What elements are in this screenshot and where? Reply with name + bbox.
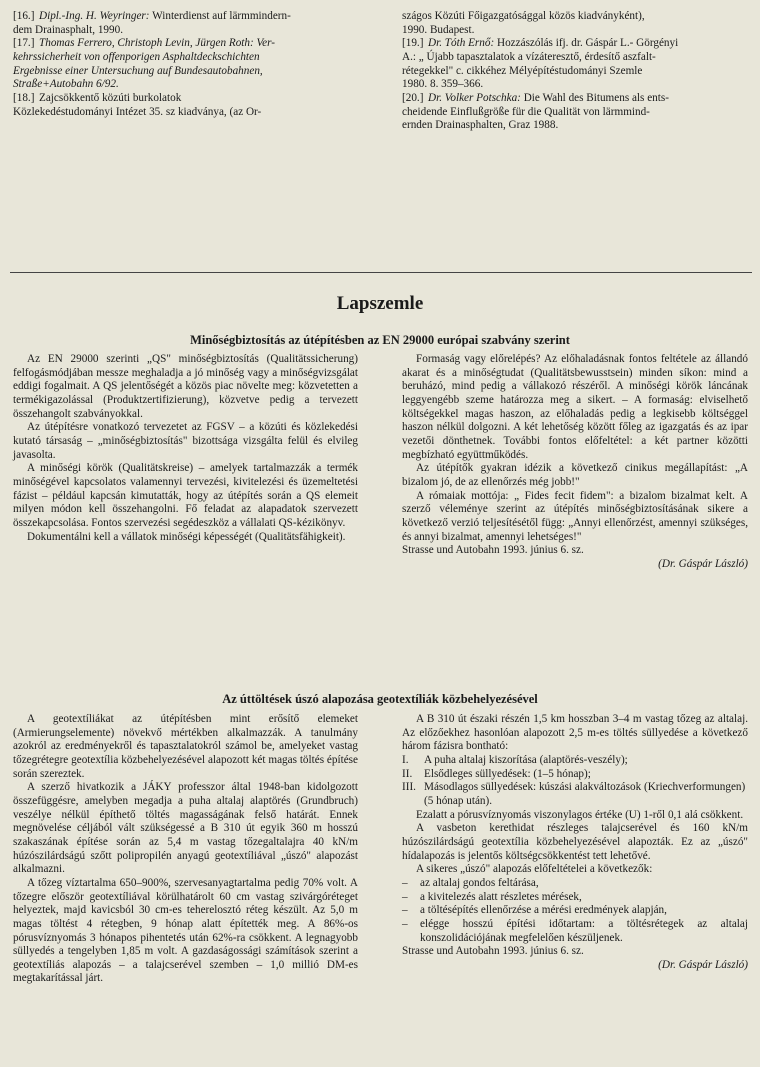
paragraph: Az útépítők gyakran idézik a következő cinikus megállapítást: „A bizalom jó, de az ellenőrzés még jobb!": [402, 462, 748, 488]
section-title: Lapszemle: [336, 293, 424, 314]
reference-20: [402, 92, 748, 106]
paragraph: A minőségi körök (Qualitätskreise) – amelyek tartalmazzák a termék minőségével kapcsolatos valamennyi tervezési, kivitelezési és üzemeltetési fázist – például kapcsán kimutatták, hogy az útépítés során a QS elemeit milyen módon kell összehangolni. Fő feladat az alapadatok szervezett összekapcsolása. Fontos szervezési segédeszköz a vállalati QS-kézikönyv.: [13, 462, 358, 529]
reference-number: [19.]: [402, 37, 424, 50]
list-item: – a töltésépítés ellenőrzése a mérési eredmények alapján,: [402, 904, 667, 917]
reference-number: [20.]: [402, 91, 424, 104]
references-right-column: [402, 10, 748, 133]
list-item: I. A puha altalaj kiszorítása (alaptörés-veszély);: [402, 753, 628, 766]
reference-continuation: szágos Közúti Főigazgatósággal közös kiadványként),: [402, 10, 645, 22]
reference-number: [16.]: [13, 10, 35, 22]
paragraph: Az EN 29000 szerinti „QS" minőségbiztosítás (Qualitätssicherung) felfogásmódjában messze meghaladja a jó minőség vagy a minőségvizsgálat eddigi fogalmait. A QS jelentőségét a közös piac növelte meg: közvetetten a termékigazolással (Produktzertifizierung), közvetve pedig a tervezett összehangolt szabványokkal.: [13, 353, 358, 420]
paragraph: A B 310 út északi részén 1,5 km hosszban 3–4 m vastag tőzeg az altalaj. Az előzőekhez hasonlóan alapozott 2,5 m-es töltés süllyedése a következő három fázisra bontható:: [402, 713, 748, 753]
article2-title: Az úttöltések úszó alapozása geotextíliák közbehelyezésével: [222, 692, 538, 706]
reference-18: [13, 92, 358, 106]
author-signature: (Dr. Gáspár László): [658, 958, 748, 971]
reference-author: Thomas Ferrero, Christoph Levin, Jürgen Roth: Ver-: [39, 37, 275, 50]
paragraph: Az útépítésre vonatkozó tervezetet az FGSV – a közúti és közlekedési kutató társaság – „minőségbiztosítás" bizottsága vizsgálta felül és elvileg javasolta.: [13, 421, 358, 461]
list-item: II. Elsődleges süllyedések: (1–5 hónap);: [402, 767, 591, 780]
reference-continuation: kehrssicherheit von offenporigen Asphaltdeckschichten: [13, 50, 260, 63]
paragraph: A szerző hivatkozik a JÁKY professzor által 1948-ban kidolgozott összefüggésre, amelyben megadja a puha altalaj alaptörés (Grundbruch) veszélye nélkül építhető töltés magasságának felső határát. Ennek megnövelése céljából vált szükségessé a B 310 út egyik 360 m hosszú szakaszának építése során az 5,4 m vastag tőzegaltalajra 40 kN/m húzószilárdságú szőtt polipropilén anyagú geotextíliával „úszó" alapozást alkalmazni.: [13, 781, 358, 876]
reference-continuation: Straße+Autobahn 6/92.: [13, 78, 119, 91]
list-item: – a kivitelezés alatt részletes mérések,: [402, 890, 582, 903]
reference-continuation: dem Drainasphalt, 1990.: [13, 23, 123, 36]
paragraph: Formaság vagy előrelépés? Az előhaladásnak fontos feltétele az állandó akarat és a minőségtudat (Qualitätsbewusstsein) minden síkon: mind a beruházó, mind pedig a vállakozó részéről. A minőségi körök láncának leggyengébb szeme határozza meg a sikert. – A formaság: elviselhető költségekkel magas haszon, az előhaladás pedig a legkisebb költséggel haszon nélkül dolgozni. A két lehetőség között főleg az igazgatás és az ipar vezetői dönthetnek. További fontos előfeltétel: a két partner közötti megbízható együttműködés.: [402, 353, 748, 461]
author-signature: (Dr. Gáspár László): [658, 557, 748, 570]
reference-author: Dr. Volker Potschka:: [428, 91, 521, 104]
paragraph: A sikeres „úszó" alapozás előfeltételei a következők:: [416, 863, 653, 876]
reference-title: Die Wahl des Bitumens als ents-: [523, 91, 669, 104]
reference-title: Winterdienst auf lärmmindern-: [152, 10, 291, 22]
reference-continuation: 1990. Budapest.: [402, 23, 475, 36]
reference-title: Zajcsökkentő közúti burkolatok: [39, 91, 182, 104]
article1-left-column: [13, 353, 358, 544]
article1-title: Minőségbiztosítás az útépítésben az EN 29000 európai szabvány szerint: [190, 333, 570, 347]
reference-continuation: ernden Drainasphalten, Graz 1988.: [402, 119, 559, 132]
reference-title: Hozzászólás ifj. dr. Gáspár L.- Görgényi: [497, 37, 679, 50]
reference-continuation: rétegekkel" c. cikkéhez Mélyépítéstudományi Szemle: [402, 64, 643, 77]
article2-left-column: [13, 713, 358, 986]
reference-19: [402, 37, 748, 51]
paragraph: Ezalatt a pórusvíznyomás viszonylagos értéke (U) 1-ről 0,1 alá csökkent.: [416, 808, 744, 821]
reference-number: [18.]: [13, 91, 35, 104]
paragraph: Dokumentálni kell a vállatok minőségi képességét (Qualitätsfähigkeit).: [27, 530, 346, 543]
source-line: Strasse und Autobahn 1993. június 6. sz.: [402, 945, 584, 958]
list-item: – elégge hosszú építési időtartam: a töltésrétegek az altalaj konszolidációjának megfelelően készüljenek.: [402, 917, 748, 944]
references-left-column: [13, 10, 358, 119]
list-item: III. Másodlagos süllyedések: kúszási alakváltozások (Kriechverformungen) (5 hónap után).: [402, 781, 746, 807]
source-line: Strasse und Autobahn 1993. június 6. sz.: [402, 544, 584, 557]
article1-right-column: [402, 353, 748, 572]
reference-number: [17.]: [13, 37, 35, 50]
section-divider: [10, 272, 752, 273]
reference-16: [13, 10, 358, 24]
reference-continuation: A.: „ Újabb tapasztalatok a vízáteresztő, érdesítő aszfalt-: [402, 50, 656, 63]
phase-list: [402, 754, 748, 809]
paragraph: A tőzeg víztartalma 650–900%, szervesanyagtartalma pedig 70% volt. A tőzegre először geotextíliával körülhatárolt 60 cm vastag szivárgóréteget helyeztek, majd kavicsból 30 cm-es teherelosztó réteg készült. Az 5,0 m magas töltést 4 rétegben, 9 hónap alatt építették meg. A 86%-os pórusvíznyomás 3 hónapos pihentetés után 62%-ra csökkent. A legnagyobb süllyedés a tengelyben 1,85 m volt. A gazdaságossági számítások szerint a geotextíliás alapozás – a talajcserével szemben – 1,0 millió DM-es megtakarítással járt.: [13, 876, 358, 985]
reference-author: Dipl.-Ing. H. Weyringer:: [39, 10, 150, 22]
reference-author: Dr. Tóth Ernő:: [428, 37, 495, 50]
paragraph: A vasbeton kerethidat részleges talajcserével és 160 kN/m húzószilárdságú geotextília közbehelyezésével alapozták. Ez az „úszó" hídalapozás is jelentős költségcsökkentést tett lehetővé.: [402, 822, 748, 862]
article2-right-column: [402, 713, 748, 972]
reference-continuation: Ergebnisse einer Untersuchung auf Bundesautobahnen,: [13, 64, 263, 77]
reference-continuation: Közlekedéstudományi Intézet 35. sz kiadványa, (az Or-: [13, 105, 262, 118]
paragraph: A rómaiak mottója: „ Fides fecit fidem": a bizalom bizalmat kelt. A szerző véleménye szerint az útépítés minőségbiztosításának sikere a következő verzió teljesítésétől függ: „Annyi ellenőrzést, amennyi szükséges, és annyi bizalmat, amennyi lehetséges!": [402, 489, 748, 543]
paragraph: A geotextíliákat az útépítésben mint erősítő elemeket (Armierungselemente) növekvő mértékben alkalmazzák. A tanulmány azokról az eredményekről és tapasztalatokról számol be, amelyeket vastag tőzegrétegre geotextília közbehelyezésével alapozott két magas töltés építése során szereztek.: [13, 713, 358, 780]
reference-continuation: 1980. 8. 359–366.: [402, 78, 484, 91]
conditions-list: [402, 877, 748, 945]
reference-continuation: cheidende Einflußgröße für die Qualität von lärmmind-: [402, 105, 650, 118]
reference-17: [13, 37, 358, 51]
list-item: – az altalaj gondos feltárása,: [402, 876, 539, 889]
